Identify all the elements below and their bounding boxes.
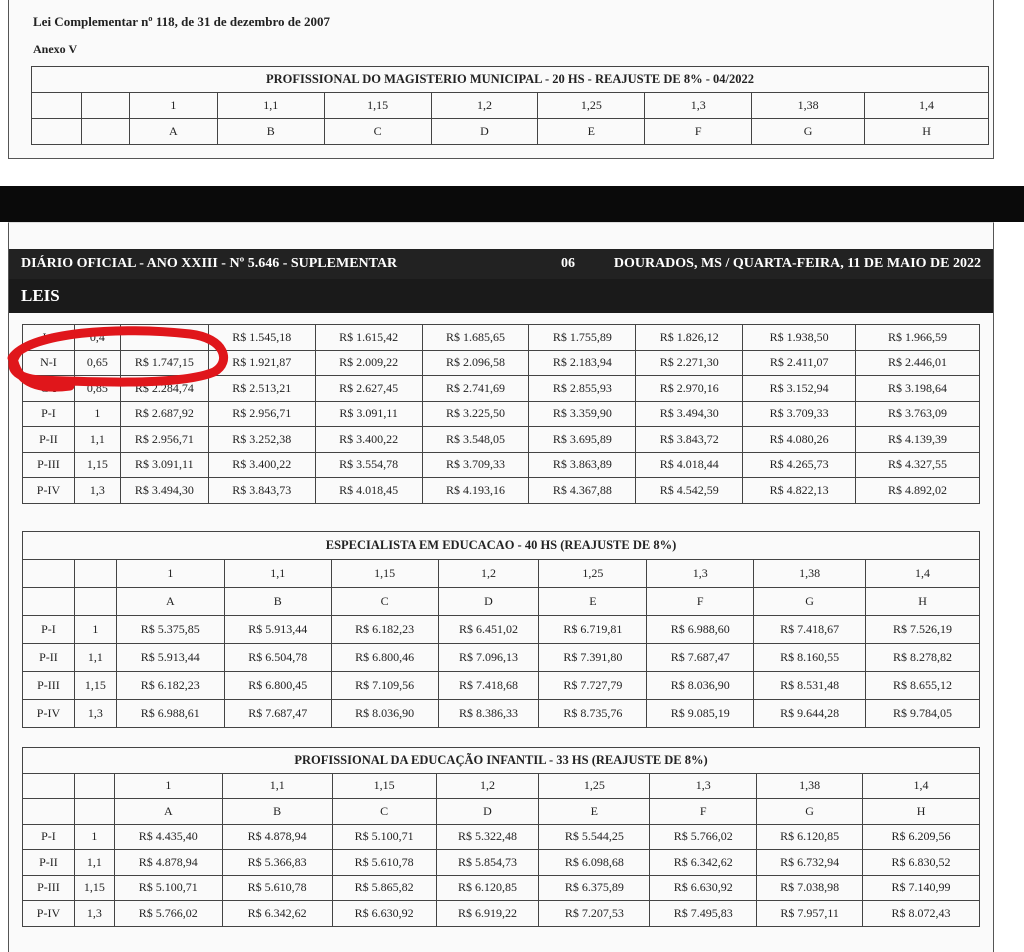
letter-cell: B xyxy=(222,799,332,825)
salary-cell: R$ 3.548,05 xyxy=(422,427,529,453)
salary-cell: R$ 6.504,78 xyxy=(224,644,331,672)
salary-cell: R$ 1.685,65 xyxy=(422,325,529,351)
coef-cell: 1 xyxy=(129,93,217,119)
salary-cell: R$ 3.091,11 xyxy=(120,452,208,478)
section-header xyxy=(9,279,993,313)
salary-cell: R$ 3.843,73 xyxy=(208,478,315,504)
salary-cell: R$ 1.545,18 xyxy=(208,325,315,351)
salary-cell: R$ 9.644,28 xyxy=(754,700,866,728)
factor-cell: 0,65 xyxy=(74,350,120,376)
letter-cell: D xyxy=(438,588,539,616)
salary-cell: R$ 4.878,94 xyxy=(114,850,222,876)
level-cell: P-I xyxy=(23,824,75,850)
salary-cell: R$ 4.327,55 xyxy=(856,452,980,478)
table-row xyxy=(23,901,980,927)
salary-cell: R$ 7.957,11 xyxy=(757,901,863,927)
salary-cell: R$ 7.140,99 xyxy=(863,875,980,901)
letter-cell: D xyxy=(436,799,539,825)
table-row xyxy=(23,824,980,850)
salary-cell: R$ 2.411,07 xyxy=(743,350,856,376)
letter-row xyxy=(32,119,989,145)
level-cell: C-I xyxy=(23,376,75,402)
salary-cell: R$ 7.727,79 xyxy=(539,672,647,700)
table-row xyxy=(23,616,980,644)
level-cell: P-I xyxy=(23,401,75,427)
salary-cell: R$ 2.627,45 xyxy=(315,376,422,402)
level-cell: P-IV xyxy=(23,700,75,728)
coef-cell: 1,2 xyxy=(431,93,538,119)
salary-cell: R$ 7.096,13 xyxy=(438,644,539,672)
factor-cell: 1,15 xyxy=(74,875,114,901)
salary-cell: R$ 5.322,48 xyxy=(436,824,539,850)
level-cell: P-III xyxy=(23,875,75,901)
coef-cell: 1,3 xyxy=(647,560,754,588)
coef-cell: 1,15 xyxy=(332,773,436,799)
salary-cell: R$ 1.826,12 xyxy=(636,325,743,351)
level-cell: N-I xyxy=(23,350,75,376)
salary-cell: R$ 7.687,47 xyxy=(647,644,754,672)
letter-cell: C xyxy=(332,799,436,825)
salary-cell: R$ 5.366,83 xyxy=(222,850,332,876)
salary-cell: R$ 3.709,33 xyxy=(743,401,856,427)
law-reference: Lei Complementar nº 118, de 31 de dezembro de 2007 xyxy=(33,14,331,29)
salary-cell: R$ 6.800,46 xyxy=(331,644,438,672)
salary-cell: R$ 7.109,56 xyxy=(331,672,438,700)
factor-cell: 0,4 xyxy=(74,325,120,351)
coef-cell: 1,38 xyxy=(754,560,866,588)
salary-cell: R$ 2.183,94 xyxy=(529,350,636,376)
salary-cell: R$ 7.207,53 xyxy=(539,901,650,927)
letter-cell: A xyxy=(129,119,217,145)
salary-cell: R$ 1.615,42 xyxy=(315,325,422,351)
salary-cell: R$ 1.966,59 xyxy=(856,325,980,351)
letter-cell: B xyxy=(217,119,324,145)
salary-cell: R$ 5.913,44 xyxy=(116,644,224,672)
salary-cell: R$ 4.139,39 xyxy=(856,427,980,453)
salary-cell: R$ 6.120,85 xyxy=(757,824,863,850)
salary-cell: R$ 7.687,47 xyxy=(224,700,331,728)
salary-cell: R$ 6.732,94 xyxy=(757,850,863,876)
salary-cell: R$ 2.687,92 xyxy=(120,401,208,427)
letter-cell: E xyxy=(539,588,647,616)
salary-cell: R$ 4.542,59 xyxy=(636,478,743,504)
letter-cell: H xyxy=(866,588,980,616)
factor-cell: 1,3 xyxy=(74,901,114,927)
salary-cell: R$ 9.784,05 xyxy=(866,700,980,728)
salary-cell: R$ 9.085,19 xyxy=(647,700,754,728)
salary-cell: R$ 6.919,22 xyxy=(436,901,539,927)
page-number: 06 xyxy=(561,256,575,271)
coef-cell: 1,25 xyxy=(538,93,645,119)
salary-cell: R$ 3.709,33 xyxy=(422,452,529,478)
letter-cell: G xyxy=(757,799,863,825)
salary-cell: R$ 5.100,71 xyxy=(114,875,222,901)
letter-cell: F xyxy=(650,799,757,825)
coef-cell: 1,15 xyxy=(331,560,438,588)
coef-cell: 1,3 xyxy=(645,93,752,119)
salary-cell: R$ 4.018,44 xyxy=(636,452,743,478)
coef-cell: 1,2 xyxy=(436,773,539,799)
salary-cell: R$ 2.446,01 xyxy=(856,350,980,376)
table-title: PROFISSIONAL DA EDUCAÇÃO INFANTIL - 33 HS (REAJUSTE DE 8%) xyxy=(23,748,980,774)
salary-cell: R$ 3.695,89 xyxy=(529,427,636,453)
salary-cell: R$ 6.830,52 xyxy=(863,850,980,876)
table-title: PROFISSIONAL DO MAGISTERIO MUNICIPAL - 20 HS - REAJUSTE DE 8% - 04/2022 xyxy=(32,67,989,93)
coef-cell: 1,38 xyxy=(752,93,865,119)
salary-cell: R$ 7.495,83 xyxy=(650,901,757,927)
salary-cell: R$ 3.252,38 xyxy=(208,427,315,453)
salary-cell: R$ 6.719,81 xyxy=(539,616,647,644)
masthead xyxy=(9,249,993,279)
salary-cell: R$ 8.160,55 xyxy=(754,644,866,672)
salary-cell: R$ 6.342,62 xyxy=(650,850,757,876)
level-cell: P-II xyxy=(23,850,75,876)
salary-cell: R$ 7.418,67 xyxy=(754,616,866,644)
coef-cell: 1,4 xyxy=(863,773,980,799)
previous-page-fragment xyxy=(8,0,994,159)
salary-cell: R$ 2.741,69 xyxy=(422,376,529,402)
salary-cell: R$ 2.956,71 xyxy=(120,427,208,453)
factor-cell: 1 xyxy=(74,616,116,644)
salary-cell: R$ 4.018,45 xyxy=(315,478,422,504)
coefficient-row xyxy=(32,93,989,119)
salary-cell: R$ 5.100,71 xyxy=(332,824,436,850)
coef-cell: 1,25 xyxy=(539,773,650,799)
salary-cell: R$ 5.854,73 xyxy=(436,850,539,876)
letter-cell: G xyxy=(754,588,866,616)
letter-cell: F xyxy=(645,119,752,145)
salary-cell: R$ 6.120,85 xyxy=(436,875,539,901)
salary-cell: R$ 1.938,50 xyxy=(743,325,856,351)
letter-cell: A xyxy=(114,799,222,825)
section-title: LEIS xyxy=(21,286,60,305)
salary-cell: R$ 6.800,45 xyxy=(224,672,331,700)
salary-cell: R$ 5.865,82 xyxy=(332,875,436,901)
letter-cell: E xyxy=(539,799,650,825)
coef-cell: 1,2 xyxy=(438,560,539,588)
salary-cell: R$ 4.878,94 xyxy=(222,824,332,850)
level-cell: P-II xyxy=(23,427,75,453)
salary-cell: R$ 6.988,60 xyxy=(647,616,754,644)
table-row xyxy=(23,427,980,453)
factor-cell: 1,15 xyxy=(74,672,116,700)
salary-cell: R$ 4.265,73 xyxy=(743,452,856,478)
salary-cell: R$ 3.225,50 xyxy=(422,401,529,427)
level-cell: P-IV xyxy=(23,901,75,927)
table-title: ESPECIALISTA EM EDUCACAO - 40 HS (REAJUSTE DE 8%) xyxy=(23,532,980,560)
salary-cell: R$ 8.735,76 xyxy=(539,700,647,728)
salary-cell: R$ 8.072,43 xyxy=(863,901,980,927)
letter-cell: C xyxy=(324,119,431,145)
factor-cell: 1 xyxy=(74,824,114,850)
coef-cell: 1,4 xyxy=(865,93,989,119)
level-cell: P-III xyxy=(23,672,75,700)
salary-cell: R$ 3.763,09 xyxy=(856,401,980,427)
salary-cell: R$ 4.892,02 xyxy=(856,478,980,504)
letter-cell: A xyxy=(116,588,224,616)
salary-cell: R$ 3.400,22 xyxy=(315,427,422,453)
magisterio-table xyxy=(31,66,989,145)
coef-cell: 1,38 xyxy=(757,773,863,799)
page-gap-band xyxy=(0,186,1024,222)
salary-cell: R$ 4.822,13 xyxy=(743,478,856,504)
salary-cell: R$ 7.526,19 xyxy=(866,616,980,644)
table-row xyxy=(23,401,980,427)
factor-cell: 1,3 xyxy=(74,478,120,504)
table-row xyxy=(23,644,980,672)
salary-cell: R$ 6.182,23 xyxy=(331,616,438,644)
letter-row xyxy=(23,799,980,825)
table-row xyxy=(23,672,980,700)
factor-cell: 0,85 xyxy=(74,376,120,402)
level-cell: I-I xyxy=(23,325,75,351)
letter-row xyxy=(23,588,980,616)
salary-cell: R$ 5.913,44 xyxy=(224,616,331,644)
table-row xyxy=(23,376,980,402)
level-cell: P-III xyxy=(23,452,75,478)
salary-cell: R$ 8.386,33 xyxy=(438,700,539,728)
educacao-infantil-table xyxy=(22,747,980,927)
salary-cell: R$ 3.152,94 xyxy=(743,376,856,402)
salary-cell: R$ 7.391,80 xyxy=(539,644,647,672)
table-row xyxy=(23,325,980,351)
salary-cell xyxy=(120,325,208,351)
salary-cell: R$ 1.921,87 xyxy=(208,350,315,376)
salary-cell: R$ 3.198,64 xyxy=(856,376,980,402)
letter-cell: H xyxy=(863,799,980,825)
salary-cell: R$ 3.359,90 xyxy=(529,401,636,427)
salary-cell: R$ 6.182,23 xyxy=(116,672,224,700)
salary-cell: R$ 3.863,89 xyxy=(529,452,636,478)
letter-cell: H xyxy=(865,119,989,145)
level-cell: P-I xyxy=(23,616,75,644)
salary-cell: R$ 6.098,68 xyxy=(539,850,650,876)
salary-cell: R$ 2.956,71 xyxy=(208,401,315,427)
salary-cell: R$ 3.494,30 xyxy=(636,401,743,427)
salary-cell: R$ 5.766,02 xyxy=(114,901,222,927)
salary-cell: R$ 6.988,61 xyxy=(116,700,224,728)
letter-cell: E xyxy=(538,119,645,145)
coef-cell: 1,25 xyxy=(539,560,647,588)
salary-cell: R$ 7.418,68 xyxy=(438,672,539,700)
salary-cell: R$ 7.038,98 xyxy=(757,875,863,901)
coefficient-row xyxy=(23,560,980,588)
salary-cell: R$ 6.630,92 xyxy=(332,901,436,927)
salary-cell: R$ 4.367,88 xyxy=(529,478,636,504)
salary-cell: R$ 3.400,22 xyxy=(208,452,315,478)
salary-cell: R$ 2.970,16 xyxy=(636,376,743,402)
salary-table-continued xyxy=(22,324,980,504)
table-row xyxy=(23,452,980,478)
salary-cell: R$ 4.080,26 xyxy=(743,427,856,453)
salary-cell: R$ 2.271,30 xyxy=(636,350,743,376)
coef-cell: 1,4 xyxy=(866,560,980,588)
salary-cell: R$ 6.375,89 xyxy=(539,875,650,901)
coef-cell: 1,1 xyxy=(217,93,324,119)
salary-cell: R$ 6.630,92 xyxy=(650,875,757,901)
salary-cell: R$ 3.554,78 xyxy=(315,452,422,478)
level-cell: P-IV xyxy=(23,478,75,504)
salary-cell: R$ 3.091,11 xyxy=(315,401,422,427)
salary-cell: R$ 3.494,30 xyxy=(120,478,208,504)
salary-cell: R$ 2.855,93 xyxy=(529,376,636,402)
table-row xyxy=(23,478,980,504)
coefficient-row xyxy=(23,773,980,799)
salary-cell: R$ 2.096,58 xyxy=(422,350,529,376)
coef-cell: 1,1 xyxy=(224,560,331,588)
coef-cell: 1,15 xyxy=(324,93,431,119)
salary-cell: R$ 6.209,56 xyxy=(863,824,980,850)
letter-cell: D xyxy=(431,119,538,145)
factor-cell: 1 xyxy=(74,401,120,427)
table-row xyxy=(23,700,980,728)
letter-cell: F xyxy=(647,588,754,616)
letter-cell: G xyxy=(752,119,865,145)
salary-cell: R$ 5.610,78 xyxy=(332,850,436,876)
factor-cell: 1,15 xyxy=(74,452,120,478)
salary-cell: R$ 5.610,78 xyxy=(222,875,332,901)
coef-cell: 1,1 xyxy=(222,773,332,799)
especialista-table xyxy=(22,531,980,728)
letter-cell: B xyxy=(224,588,331,616)
salary-cell: R$ 2.513,21 xyxy=(208,376,315,402)
salary-cell: R$ 2.009,22 xyxy=(315,350,422,376)
factor-cell: 1,3 xyxy=(74,700,116,728)
level-cell: P-II xyxy=(23,644,75,672)
salary-cell: R$ 8.036,90 xyxy=(331,700,438,728)
salary-cell: R$ 8.531,48 xyxy=(754,672,866,700)
salary-cell: R$ 5.766,02 xyxy=(650,824,757,850)
table-row xyxy=(23,875,980,901)
salary-cell: R$ 1.747,15 xyxy=(120,350,208,376)
annex-label: Anexo V xyxy=(33,42,78,56)
factor-cell: 1,1 xyxy=(74,427,120,453)
coef-cell: 1 xyxy=(116,560,224,588)
coef-cell: 1,3 xyxy=(650,773,757,799)
table-row xyxy=(23,350,980,376)
coef-cell: 1 xyxy=(114,773,222,799)
table-row xyxy=(23,850,980,876)
salary-cell: R$ 8.278,82 xyxy=(866,644,980,672)
masthead-date: DOURADOS, MS / QUARTA-FEIRA, 11 DE MAIO DE 2022 xyxy=(613,256,981,271)
letter-cell: C xyxy=(331,588,438,616)
salary-cell: R$ 6.342,62 xyxy=(222,901,332,927)
salary-cell: R$ 5.544,25 xyxy=(539,824,650,850)
salary-cell: R$ 4.435,40 xyxy=(114,824,222,850)
salary-cell: R$ 8.036,90 xyxy=(647,672,754,700)
salary-cell: R$ 1.755,89 xyxy=(529,325,636,351)
salary-cell: R$ 2.284,74 xyxy=(120,376,208,402)
salary-cell: R$ 4.193,16 xyxy=(422,478,529,504)
factor-cell: 1,1 xyxy=(74,850,114,876)
salary-cell: R$ 8.655,12 xyxy=(866,672,980,700)
salary-cell: R$ 6.451,02 xyxy=(438,616,539,644)
salary-cell: R$ 3.843,72 xyxy=(636,427,743,453)
masthead-title: DIÁRIO OFICIAL - ANO XXIII - Nº 5.646 - SUPLEMENTAR xyxy=(21,256,398,271)
salary-cell: R$ 5.375,85 xyxy=(116,616,224,644)
factor-cell: 1,1 xyxy=(74,644,116,672)
